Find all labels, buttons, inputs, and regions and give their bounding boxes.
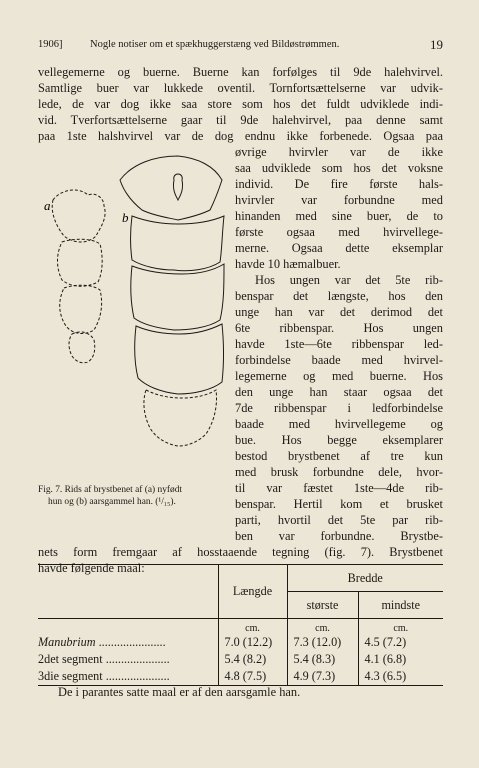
body-line: vellegemerne og buerne. Buerne kan forfølges til 9de halehvirvel. — [38, 65, 443, 79]
body-line: vid. Tverfortsættelserne gaar til 9de halehvirvel, paa denne samt — [38, 113, 443, 127]
leader-dots: ..................... — [102, 669, 170, 683]
column-line: parti, hvortil det 5te par rib- — [235, 513, 443, 527]
unit-cell: cm. — [218, 619, 287, 635]
column-line: merne. Ogsaa dette eksemplar — [235, 241, 443, 255]
header-mindste: mindste — [358, 592, 443, 619]
unit-cell: cm. — [358, 619, 443, 635]
body-line: nets form fremgaar af hosstaaende tegning (fig. 7). Brystbenet — [38, 545, 443, 559]
header-bredde: Bredde — [287, 565, 443, 592]
column-line: 7de ribbenspar i ledforbindelse — [235, 401, 443, 415]
column-line: til var fæstet 1ste—4de rib- — [235, 481, 443, 495]
row-label-text: 2det segment — [38, 652, 103, 666]
storste-value: 4.9 (7.3) — [287, 668, 358, 686]
column-line: bue. Hos begge eksemplarer — [235, 433, 443, 447]
body-line: paa 1ste halshvirvel var de dog endnu ikke forbenede. Ogsaa paa — [38, 129, 443, 143]
column-line: bestod brystbenet af tre kun — [235, 449, 443, 463]
column-line: havde 1ste—6te ribbenspar led- — [235, 337, 443, 351]
leader-dots: ..................... — [102, 652, 170, 666]
table-row — [38, 668, 443, 686]
running-header — [38, 37, 443, 53]
column-line: første ogsaa med hvirvellege- — [235, 225, 443, 239]
header-year: 1906] — [38, 39, 63, 50]
mindste-value: 4.3 (6.5) — [358, 668, 443, 686]
page-number: 19 — [430, 37, 443, 52]
column-line: hvirvler var forbundne med — [235, 193, 443, 207]
measurements-table — [38, 564, 443, 686]
figure-label-b: b — [122, 210, 129, 225]
laengde-value: 7.0 (12.2) — [218, 634, 287, 651]
column-line: øvrige hvirvler var de ikke — [235, 145, 443, 159]
row-label-text: Manubrium — [38, 635, 96, 649]
sternum-drawing — [38, 150, 228, 475]
mindste-value: 4.1 (6.8) — [358, 651, 443, 668]
sternum-b-outline — [120, 156, 224, 446]
caption-line: Fig. 7. Rids af brystbenet af (a) nyfødt — [38, 485, 182, 495]
column-line: baade med hvirvellegeme og — [235, 417, 443, 431]
leader-dots: ...................... — [95, 635, 166, 649]
table-note: De i parantes satte maal er af den aarsgamle han. — [58, 685, 301, 699]
column-line: havde 10 hæmalbuer. — [235, 257, 341, 271]
unit-cell: cm. — [287, 619, 358, 635]
storste-value: 7.3 (12.0) — [287, 634, 358, 651]
sternum-a-outline — [52, 190, 105, 363]
table-row — [38, 651, 443, 668]
body-line: lede, de var dog ikke saa store som hos det fuldt udviklede indi- — [38, 97, 443, 111]
column-line: ben var forbundne. Brystbe- — [235, 529, 443, 543]
column-line: 6te ribbenspar. Hos ungen — [235, 321, 443, 335]
column-line: benspar. Hertil kom et brusket — [235, 497, 443, 511]
row-label — [38, 634, 218, 651]
header-title: Nogle notiser om et spækhuggerstæng ved Bildøstrømmen. — [90, 39, 340, 50]
column-line: individ. De fire første hals- — [235, 177, 443, 191]
table-corner — [38, 565, 218, 619]
column-line: saa udviklede som hos det voksne — [235, 161, 443, 175]
header-laengde: Længde — [218, 565, 287, 619]
caption-line: hun og (b) aarsgammel han. (¹/₁₅). — [48, 497, 176, 507]
figure-caption — [38, 484, 233, 508]
column-line: forbindelse baade med hvirvel- — [235, 353, 443, 367]
column-line: unge han var det derimod det — [235, 305, 443, 319]
column-line: Hos ungen var det 5te rib- — [255, 273, 443, 287]
laengde-value: 5.4 (8.2) — [218, 651, 287, 668]
header-storste: største — [287, 592, 358, 619]
column-line: legemerne og med buerne. Hos — [235, 369, 443, 383]
mindste-value: 4.5 (7.2) — [358, 634, 443, 651]
storste-value: 5.4 (8.3) — [287, 651, 358, 668]
row-label — [38, 651, 218, 668]
column-line: den unge han staar ogsaa det — [235, 385, 443, 399]
body-line: Samtlige buer var lukkede oventil. Tornfortsættelserne var udvik- — [38, 81, 443, 95]
sternum-figure — [38, 150, 228, 475]
column-line: med brusk forbundne dele, hvor- — [235, 465, 443, 479]
row-label — [38, 668, 218, 686]
table-row — [38, 634, 443, 651]
body-line: havde følgende maal: — [38, 561, 145, 575]
row-label-text: 3die segment — [38, 669, 103, 683]
column-line: hinanden med sine buer, de to — [235, 209, 443, 223]
figure-label-a: a — [44, 198, 51, 213]
laengde-value: 4.8 (7.5) — [218, 668, 287, 686]
column-line: benspar det længste, hos den — [235, 289, 443, 303]
